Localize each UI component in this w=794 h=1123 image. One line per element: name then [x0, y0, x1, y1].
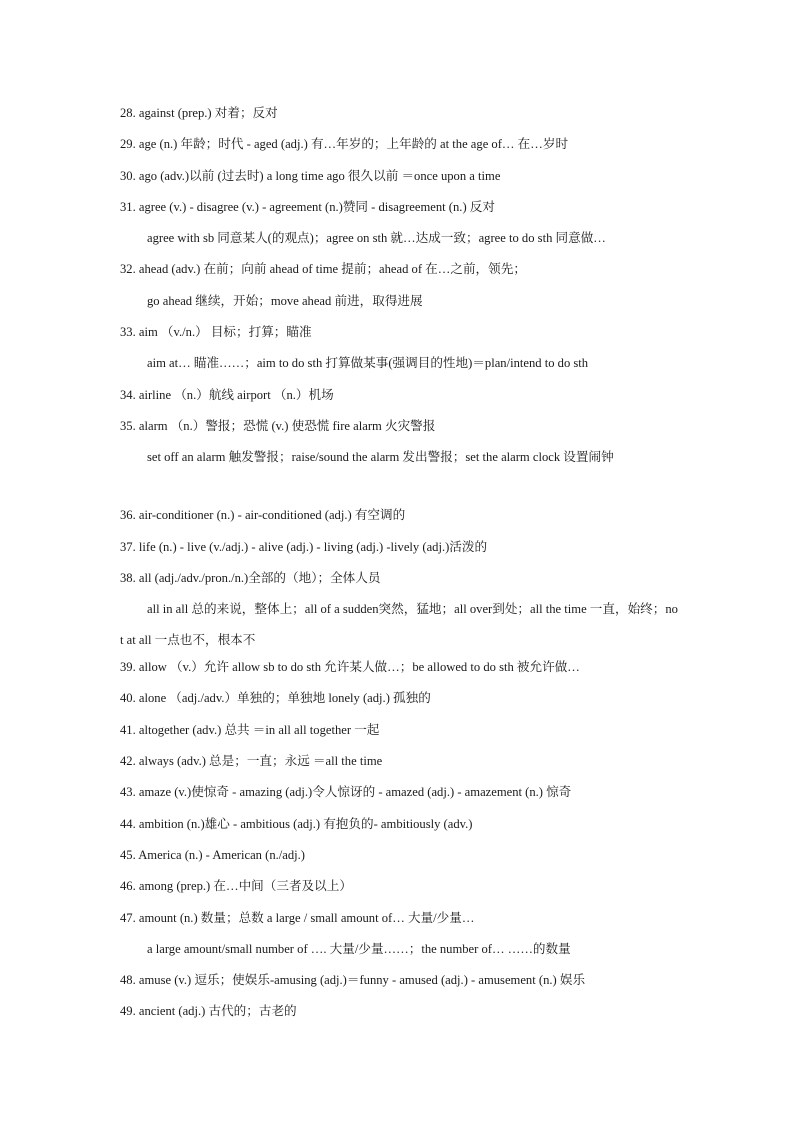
entry-28: 28. against (prep.) 对着；反对 — [120, 106, 278, 120]
entry-42: 42. always (adv.) 总是；一直；永远 ＝all the time — [120, 754, 383, 769]
vocabulary-list — [120, 102, 680, 1032]
entry-33-phrases: aim at… 瞄准……；aim to do sth 打算做某事(强调目的性地)＝plan/intend to do sth — [147, 356, 589, 371]
entry-32: 32. ahead (adv.) 在前；向前 ahead of time 提前；ahead of 在…之前，领先； — [120, 262, 526, 277]
entry-30: 30. ago (adv.)以前 (过去时) a long time ago 很久以前 ＝once upon a time — [120, 168, 501, 183]
entry-35: 35. alarm （n.）警报；恐慌 (v.) 使恐慌 fire alarm 火灾警报 — [120, 418, 436, 433]
entry-29: 29. age (n.) 年龄；时代 - aged (adj.) 有…年岁的；上年龄的 at the age of… 在…岁时 — [120, 137, 569, 152]
entry-38-phrases-text: all in all 总的来说，整体上；all of a sudden突然，猛地；all over到处；all the time 一直，始终；not at all 一点也不，根本不 — [120, 601, 678, 647]
entry-43: 43. amaze (v.)使惊奇 - amazing (adj.)令人惊讶的 - amazed (adj.) - amazement (n.) 惊奇 — [120, 785, 572, 800]
entry-49: 49. ancient (adj.) 古代的；古老的 — [120, 1004, 297, 1019]
entry-37: 37. life (n.) - live (v./adj.) - alive (adj.) - living (adj.) -lively (adj.)活泼的 — [120, 539, 488, 554]
entry-48: 48. amuse (v.) 逗乐；使娱乐-amusing (adj.)＝funny - amused (adj.) - amusement (n.) 娱乐 — [120, 973, 586, 988]
entry-47-phrases: a large amount/small number of …. 大量/少量……；the number of… ……的数量 — [147, 941, 571, 956]
entry-46: 46. among (prep.) 在…中间（三者及以上） — [120, 879, 352, 894]
entry-44: 44. ambition (n.)雄心 - ambitious (adj.) 有抱负的- ambitiously (adv.) — [120, 816, 473, 831]
entry-35-phrases — [120, 442, 680, 505]
entry-40: 40. alone （adj./adv.）单独的；单独地 lonely (adj.) 孤独的 — [120, 691, 431, 706]
entry-33: 33. aim （v./n.） 目标；打算；瞄准 — [120, 325, 312, 340]
entry-38-phrases — [120, 594, 680, 657]
entry-41: 41. altogether (adv.) 总共 ＝in all all together 一起 — [120, 722, 380, 737]
entry-36: 36. air-conditioner (n.) - air-conditioned (adj.) 有空调的 — [120, 508, 406, 523]
entry-31: 31. agree (v.) - disagree (v.) - agreement (n.)赞同 - disagreement (n.) 反对 — [120, 199, 495, 214]
entry-35-phrases-text: set off an alarm 触发警报；raise/sound the alarm 发出警报；set the alarm clock 设置闹钟 — [147, 449, 614, 464]
entry-38: 38. all (adj./adv./pron./n.)全部的（地）；全体人员 — [120, 570, 381, 585]
entry-45: 45. America (n.) - American (n./adj.) — [120, 847, 305, 862]
entry-31-phrases: agree with sb 同意某人(的观点)；agree on sth 就…达成一致；agree to do sth 同意做… — [147, 231, 606, 246]
entry-39: 39. allow （v.）允许 allow sb to do sth 允许某人做…；be allowed to do sth 被允许做… — [120, 660, 580, 675]
entry-34: 34. airline （n.）航线 airport （n.）机场 — [120, 387, 334, 402]
entry-32-phrases: go ahead 继续，开始；move ahead 前进，取得进展 — [147, 293, 423, 308]
entry-47: 47. amount (n.) 数量；总数 a large / small amount of… 大量/少量… — [120, 910, 475, 925]
